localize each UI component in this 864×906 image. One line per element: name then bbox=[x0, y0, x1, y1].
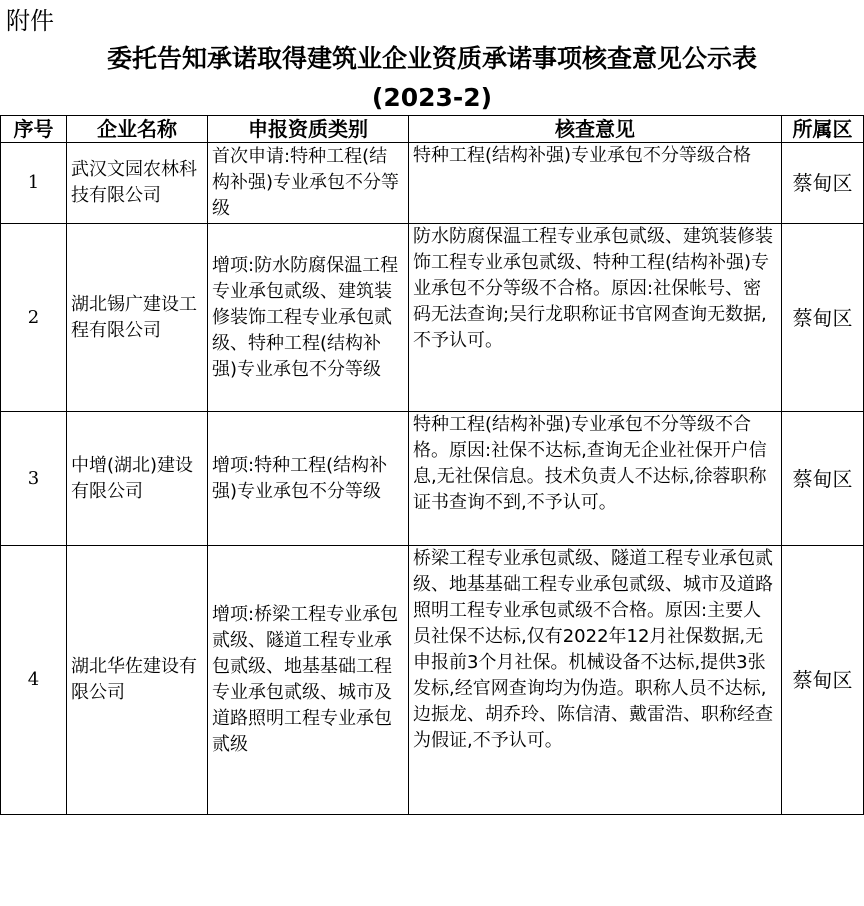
row-opinion: 特种工程(结构补强)专业承包不分等级不合格。原因:社保不达标,查询无企业社保开户信息,无社保信息。技术负责人不达标,徐蓉职称证书查询不到,不予认可。 bbox=[409, 412, 782, 546]
header-qualification: 申报资质类别 bbox=[208, 116, 409, 143]
header-district: 所属区 bbox=[782, 116, 864, 143]
row-no: 4 bbox=[1, 546, 67, 815]
header-company: 企业名称 bbox=[67, 116, 208, 143]
row-company: 武汉文园农林科技有限公司 bbox=[67, 143, 208, 224]
row-district: 蔡甸区 bbox=[782, 412, 864, 546]
header-no: 序号 bbox=[1, 116, 67, 143]
table-row bbox=[1, 546, 864, 815]
row-qualification: 增项:桥梁工程专业承包贰级、隧道工程专业承包贰级、地基基础工程专业承包贰级、城市及道路照明工程专业承包贰级 bbox=[208, 546, 409, 815]
row-opinion: 防水防腐保温工程专业承包贰级、建筑装修装饰工程专业承包贰级、特种工程(结构补强)专业承包不分等级不合格。原因:社保帐号、密码无法查询;吴行龙职称证书官网查询无数据,不予认可。 bbox=[409, 224, 782, 412]
notice-table bbox=[0, 115, 864, 815]
table-header-row bbox=[1, 116, 864, 143]
row-company: 湖北华佐建设有限公司 bbox=[67, 546, 208, 815]
row-company: 湖北锡广建设工程有限公司 bbox=[67, 224, 208, 412]
attachment-label: 附件 bbox=[6, 7, 54, 35]
page-subtitle: (2023-2) bbox=[371, 83, 493, 112]
table-row bbox=[1, 224, 864, 412]
row-qualification: 增项:防水防腐保温工程专业承包贰级、建筑装修装饰工程专业承包贰级、特种工程(结构补强)专业承包不分等级 bbox=[208, 224, 409, 412]
row-qualification: 首次申请:特种工程(结构补强)专业承包不分等级 bbox=[208, 143, 409, 224]
table-row bbox=[1, 143, 864, 224]
page-title: 委托告知承诺取得建筑业企业资质承诺事项核查意见公示表 bbox=[106, 44, 757, 73]
header-opinion: 核查意见 bbox=[409, 116, 782, 143]
row-opinion: 桥梁工程专业承包贰级、隧道工程专业承包贰级、地基基础工程专业承包贰级、城市及道路照明工程专业承包贰级不合格。原因:主要人员社保不达标,仅有2022年12月社保数据,无申报前3个月社保。机械设备不达标,提供3张发标,经官网查询均为伪造。职称人员不达标,边振龙、胡乔玲、陈信清、戴雷浩、职称经查为假证,不予认可。 bbox=[409, 546, 782, 815]
row-no: 2 bbox=[1, 224, 67, 412]
row-no: 3 bbox=[1, 412, 67, 546]
row-district: 蔡甸区 bbox=[782, 546, 864, 815]
row-district: 蔡甸区 bbox=[782, 143, 864, 224]
row-district: 蔡甸区 bbox=[782, 224, 864, 412]
row-no: 1 bbox=[1, 143, 67, 224]
row-company: 中增(湖北)建设有限公司 bbox=[67, 412, 208, 546]
row-qualification: 增项:特种工程(结构补强)专业承包不分等级 bbox=[208, 412, 409, 546]
table-row bbox=[1, 412, 864, 546]
row-opinion: 特种工程(结构补强)专业承包不分等级合格 bbox=[409, 143, 782, 224]
